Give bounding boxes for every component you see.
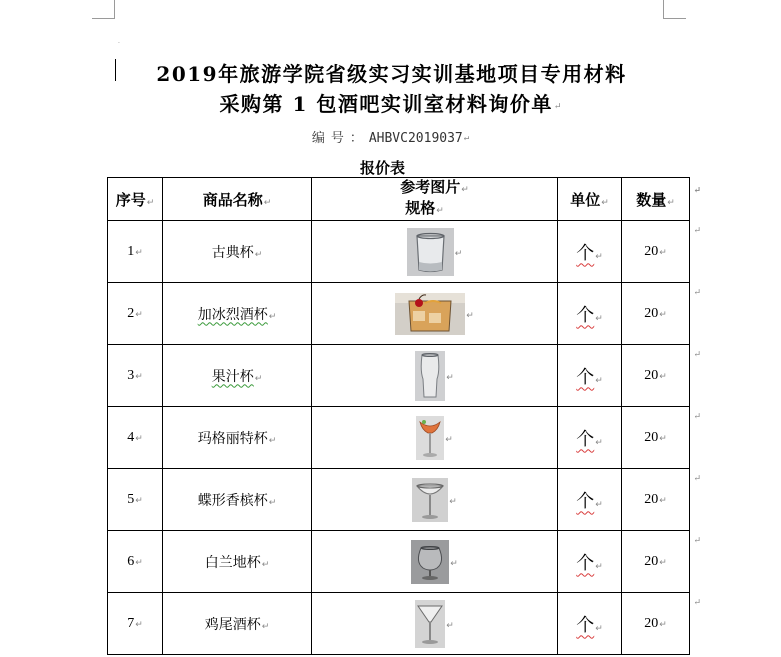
cell-name[interactable]: 加冰烈酒杯↵ [163,283,312,345]
cell-picture[interactable]: ↵ [312,469,558,531]
table-row [108,407,690,469]
cell-name[interactable]: 古典杯↵ [163,221,312,283]
document-title-line2[interactable]: 采购第 1 包酒吧实训室材料询价单↵ [219,92,562,116]
paragraph-mark-icon: ↵ [463,133,470,143]
header-name[interactable]: 商品名称↵ [163,178,312,221]
header-unit[interactable]: 单位↵ [558,178,622,221]
cell-name[interactable]: 玛格丽特杯↵ [163,407,312,469]
cell-seq[interactable]: 1↵ [108,221,163,283]
champagne-coupe-icon [412,478,448,522]
cell-qty[interactable]: 20↵ ↵ [622,531,690,593]
cell-picture[interactable]: ↵ [312,531,558,593]
document-title-line1[interactable]: 2019年旅游学院省级实习实训基地项目专用材料 [156,62,627,86]
cell-picture[interactable]: ↵ [312,407,558,469]
brandy-snifter-icon [411,540,449,584]
cell-picture[interactable]: ↵ [312,283,558,345]
cell-unit[interactable]: 个↵ [558,407,622,469]
header-picture-spec[interactable]: 参考图片↵ 规格↵ [312,178,558,221]
cell-picture[interactable]: ↵ [312,221,558,283]
cell-qty[interactable]: 20↵ ↵ [622,469,690,531]
table-row [108,531,690,593]
table-row [108,283,690,345]
cell-unit[interactable]: 个↵ [558,469,622,531]
cell-unit[interactable]: 个↵ [558,593,622,655]
margin-corner-mark [663,0,686,19]
table-row [108,221,690,283]
cell-unit[interactable]: 个↵ [558,531,622,593]
cell-name[interactable]: 白兰地杯↵ [163,531,312,593]
document-code[interactable]: 编号：AHBVC2019037↵ [311,131,470,146]
cell-unit[interactable]: 个↵ [558,345,622,407]
cell-picture[interactable]: ↵ [312,345,558,407]
cell-unit[interactable]: 个↵ [558,283,622,345]
paragraph-mark-icon: ↵ [553,102,562,112]
table-title[interactable]: 报价表 [360,159,406,177]
table-row [108,593,690,655]
cell-seq[interactable]: 6↵ [108,531,163,593]
cell-qty[interactable]: 20↵ ↵ [622,407,690,469]
cell-name[interactable]: 鸡尾酒杯↵ [163,593,312,655]
cocktail-glass-icon [415,600,445,648]
juice-glass-icon [415,351,445,401]
cell-qty[interactable]: 20↵ ↵ [622,345,690,407]
margarita-glass-icon [416,416,444,460]
table-header-row [108,178,690,221]
header-qty[interactable]: 数量↵ ↵ [622,178,690,221]
anchor-mark: · [118,40,120,47]
cell-qty[interactable]: 20↵ ↵ [622,593,690,655]
cell-qty[interactable]: 20↵ ↵ [622,283,690,345]
cell-seq[interactable]: 2↵ [108,283,163,345]
quote-table [107,177,701,655]
cell-seq[interactable]: 7↵ [108,593,163,655]
cell-seq[interactable]: 4↵ [108,407,163,469]
cell-seq[interactable]: 5↵ [108,469,163,531]
table-row [108,469,690,531]
table-row [108,345,690,407]
cell-unit[interactable]: 个↵ [558,221,622,283]
cell-name[interactable]: 果汁杯↵ [163,345,312,407]
on-the-rocks-glass-icon [395,293,465,335]
cell-qty[interactable]: 20↵ ↵ [622,221,690,283]
margin-corner-mark [92,0,115,19]
cell-picture[interactable]: ↵ [312,593,558,655]
cell-name[interactable]: 蝶形香槟杯↵ [163,469,312,531]
old-fashioned-glass-icon [407,228,454,276]
cell-seq[interactable]: 3↵ [108,345,163,407]
header-seq[interactable]: 序号↵ [108,178,163,221]
